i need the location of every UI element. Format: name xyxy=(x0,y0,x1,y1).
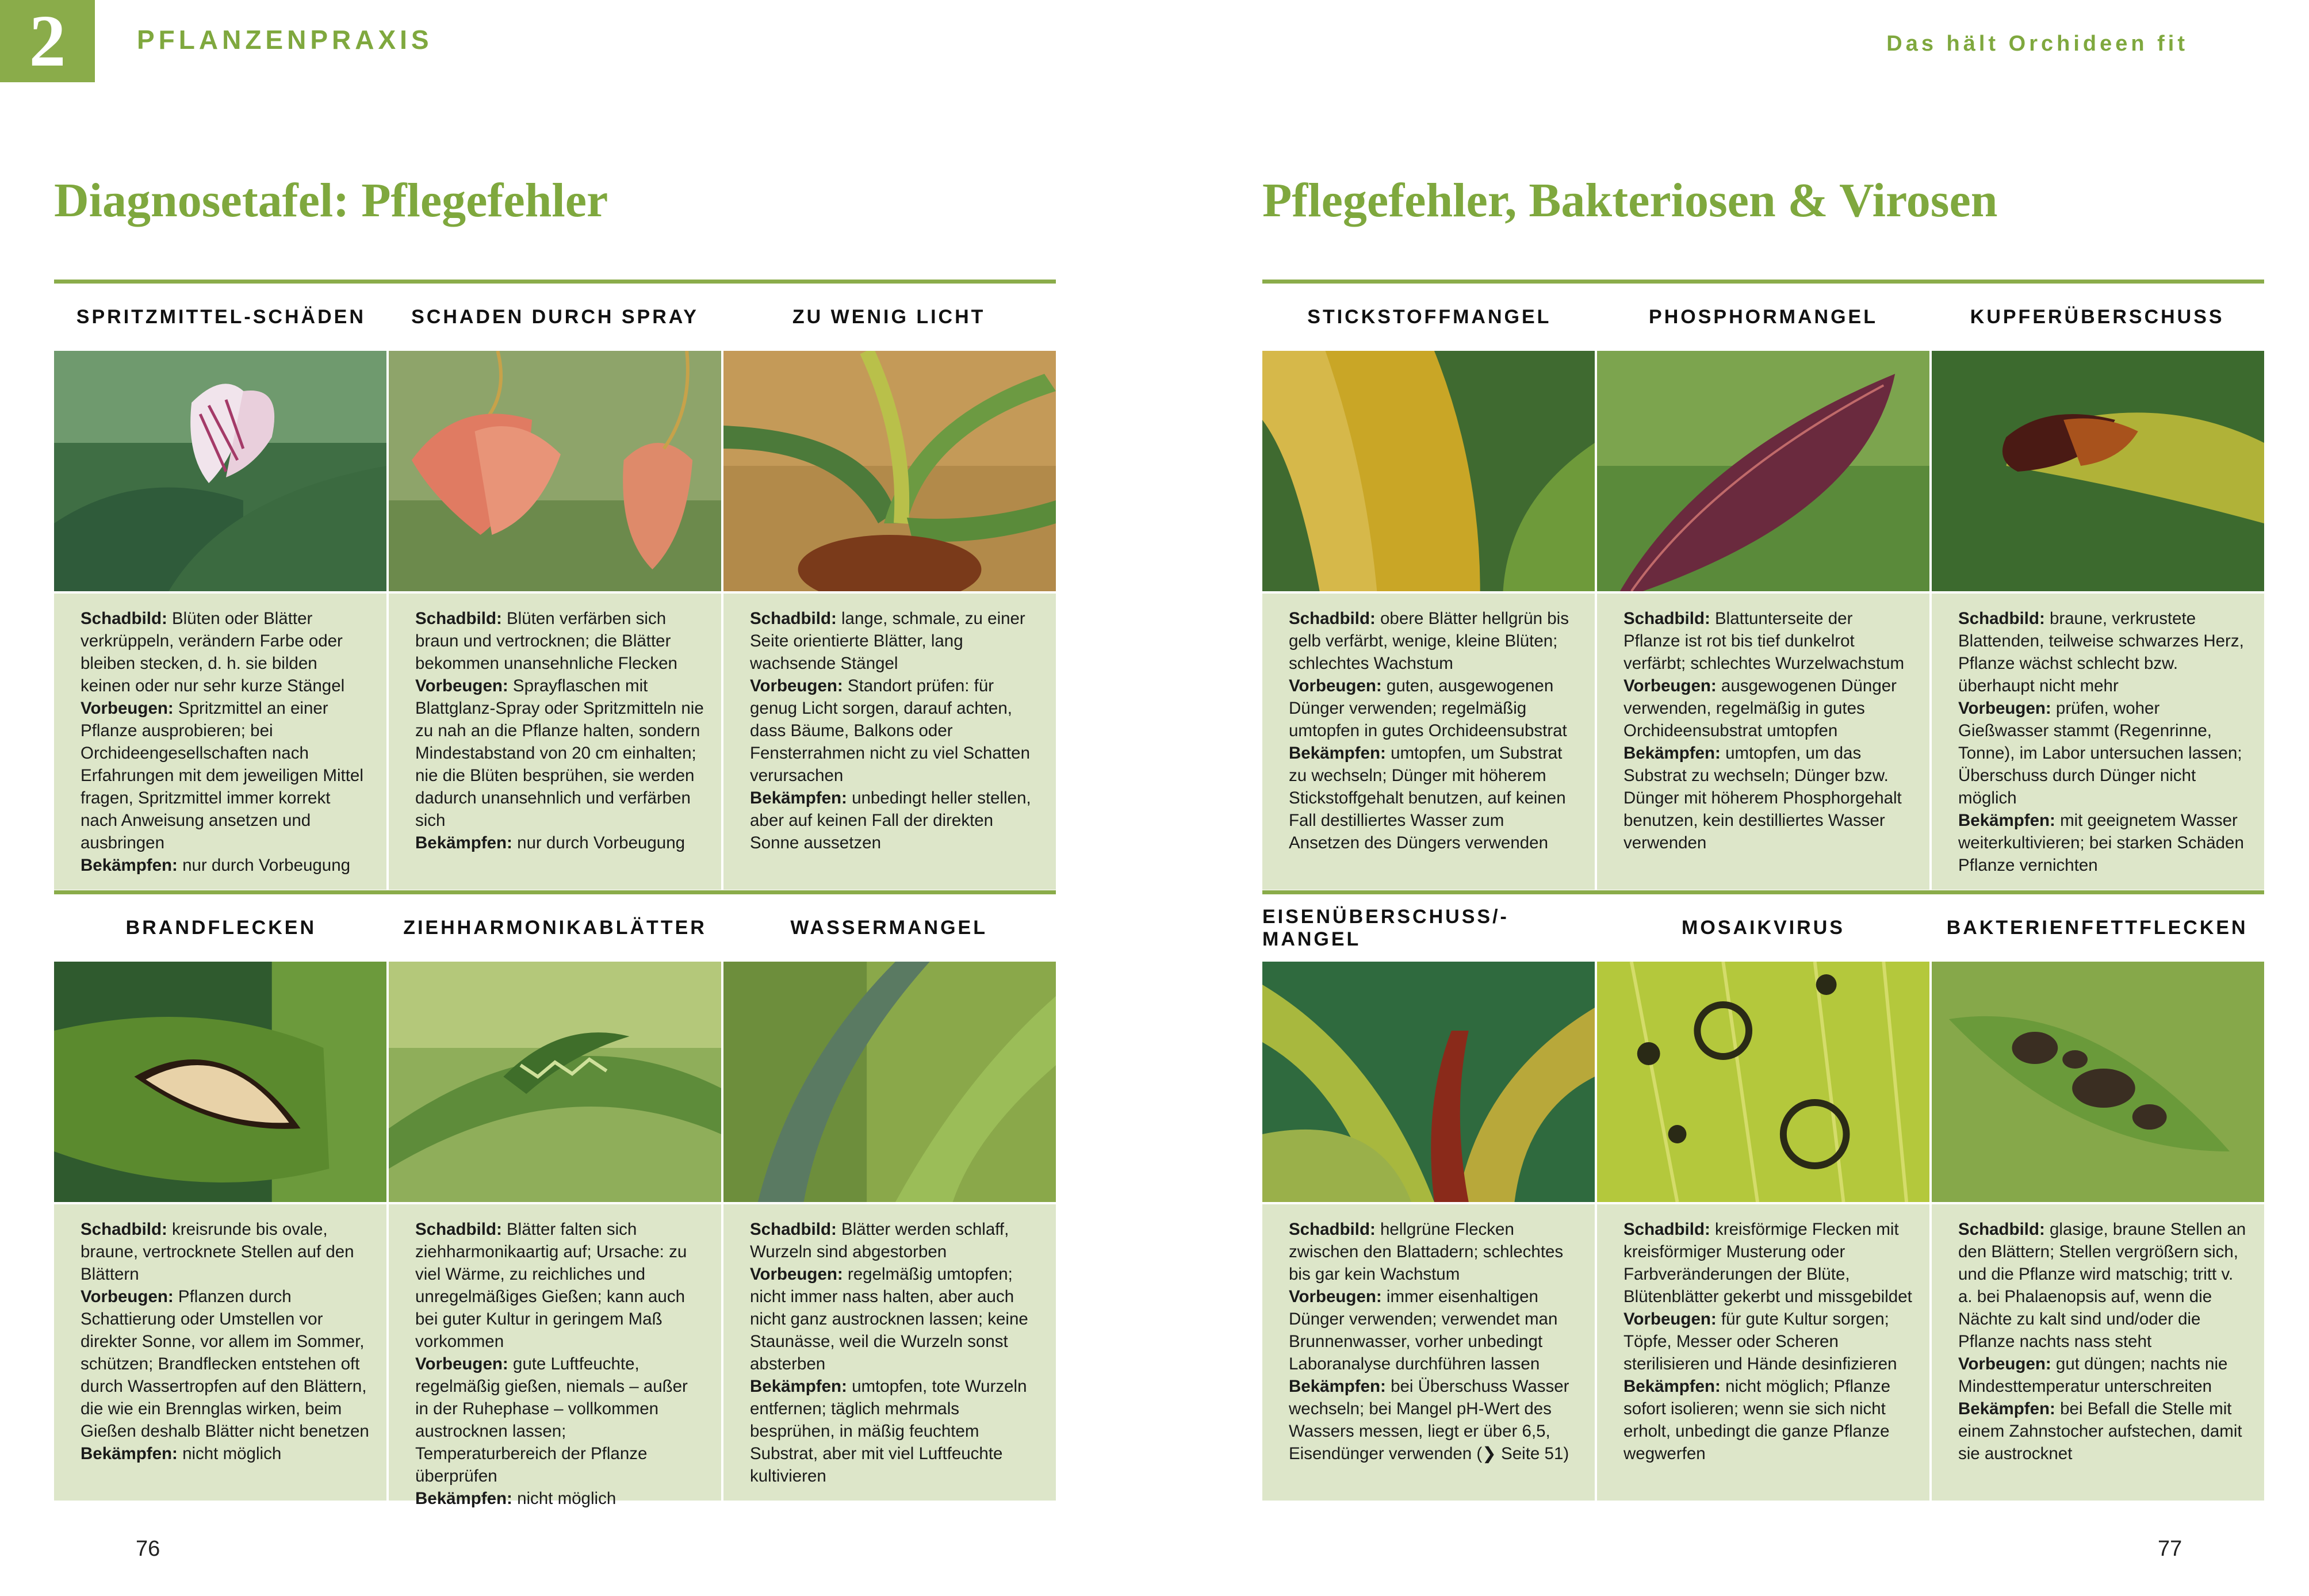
diagnosis-card-text: Schadbild: kreisförmige Flecken mit kreisförmiger Musterung oder Farbveränderungen der Blüte, Blütenblätter gekerbt und missgebildet Vorbeugen: für gute Kultur sorgen; Töpfe, Messer oder Scheren sterilisieren und Hände desinfizieren Bekämpfen: nicht möglich; Pflanze sofort isolieren; wenn sie sich nicht erholt, unbedingt die ganze Pflanze wegwerfen xyxy=(1597,1204,1929,1501)
diagnosis-card-text: Schadbild: Blattunterseite der Pflanze ist rot bis tief dunkelrot verfärbt; schlechtes Wurzelwachstum Vorbeugen: ausgewogenen Dünger verwenden, regelmäßig in gutes Orchideensubstrat umtopfen Bekämpfen: umtopfen, um das Substrat zu wechseln; Dünger bzw. Dünger mit höherem Phosphorgehalt benutzen, kein destilliertes Wasser verwenden xyxy=(1597,594,1929,890)
left-diagnosis-row-2 xyxy=(54,890,1056,1508)
orchid-long-stems-photo xyxy=(723,351,1056,591)
card-title: MOSAIKVIRUS xyxy=(1682,917,1845,939)
right-diagnosis-row-2 xyxy=(1262,890,2264,1501)
page-number-right: 77 xyxy=(2158,1537,2182,1561)
section-rule xyxy=(1262,280,2264,284)
diagnosis-card-text: Schadbild: Blüten verfärben sich braun und vertrocknen; die Blätter bekommen unansehnliche Flecken Vorbeugen: Sprayflaschen mit Blattglanz-Spray oder Spritzmitteln nie zu nah an die Pflanze halten, sondern Mindestabstand von 20 cm einhalten; nie die Blüten besprühen, sie werden dadurch unansehnlich und verfärben sich Bekämpfen: nur durch Vorbeugung xyxy=(389,594,721,890)
card-title: SPRITZMITTEL-SCHÄDEN xyxy=(76,306,366,328)
section-title: PFLANZENPRAXIS xyxy=(137,25,433,55)
diagnosis-card-text: Schadbild: kreisrunde bis ovale, braune, vertrocknete Stellen auf den Blättern Vorbeugen: Pflanzen durch Schattierung oder Umstellen vor direkter Sonne, vor allem im Sommer, schützen; Brandflecken entstehen oft durch Wassertropfen auf den Blättern, die wie ein Brennglas wirken, beim Gießen deshalb Blätter nicht benetzen Bekämpfen: nicht möglich xyxy=(54,1204,386,1501)
card-title: ZIEHHARMONIKABLÄTTER xyxy=(403,917,707,939)
running-head: Das hält Orchideen fit xyxy=(1886,32,2188,56)
diagnosis-card-text: Schadbild: braune, verkrustete Blattenden, teilweise schwarzes Herz, Pflanze wächst schlecht bzw. überhaupt nicht mehr Vorbeugen: prüfen, woher Gießwasser stammt (Regenrinne, Tonne), im Labor untersuchen lassen; Überschuss durch Dünger nicht möglich Bekämpfen: mit geeignetem Wasser weiterkultivieren; bei starken Schäden Pflanze vernichten xyxy=(1932,594,2264,890)
diagnosis-card-text: Schadbild: hellgrüne Flecken zwischen den Blattadern; schlechtes bis gar kein Wachstum Vorbeugen: immer eisenhaltigen Dünger verwenden; verwendet man Brunnenwasser, vorher unbedingt Laboranalyse durchführen lassen Bekämpfen: bei Überschuss Wasser wechseln; bei Mangel pH-Wert des Wassers messen, liegt er über 6,5, Eisendünger verwenden (❯ Seite 51) xyxy=(1262,1204,1595,1501)
diagnosis-card-text: Schadbild: Blüten oder Blätter verkrüppeln, verändern Farbe oder bleiben stecken, d. h. sie bilden keinen oder nur sehr kurze Stängel Vorbeugen: Spritzmittel an einer Pflanze ausprobieren; bei Orchideengesellschaften nach Erfahrungen mit dem jeweiligen Mittel fragen, Spritzmittel immer korrekt nach Anweisung ansetzen und ausbringen Bekämpfen: nur durch Vorbeugung xyxy=(54,594,386,890)
leaf-mosaic-spots-photo xyxy=(1597,962,1929,1202)
leaf-burn-spot-photo xyxy=(54,962,386,1202)
diagnosis-card-text: Schadbild: Blätter werden schlaff, Wurzeln sind abgestorben Vorbeugen: regelmäßig umtopfen; nicht immer nass halten, aber auch nicht ganz austrocknen lassen; keine Staunässe, weil die Wurzeln sonst absterben Bekämpfen: umtopfen, tote Wurzeln entfernen; täglich mehrmals besprühen, in mäßig feuchtem Substrat, aber mit viel Luftfeuchte kultivieren xyxy=(723,1204,1056,1501)
card-title: EISENÜBERSCHUSS/-MANGEL xyxy=(1262,905,1509,950)
card-title: BRANDFLECKEN xyxy=(125,917,316,939)
card-title: WASSERMANGEL xyxy=(790,917,988,939)
leaf-dark-blotches-photo xyxy=(1932,962,2264,1202)
diagnosis-card-text: Schadbild: lange, schmale, zu einer Seite orientierte Blätter, lang wachsende Stängel Vorbeugen: Standort prüfen: für genug Licht sorgen, darauf achten, dass Bäume, Balkons oder Fensterrahmen nicht zu viel Schatten verursachen Bekämpfen: unbedingt heller stellen, aber auf keinen Fall der direkten Sonne aussetzen xyxy=(723,594,1056,890)
yellow-green-leaves-photo xyxy=(1262,962,1595,1202)
card-title: KUPFERÜBERSCHUSS xyxy=(1970,306,2224,328)
card-title: SCHADEN DURCH SPRAY xyxy=(411,306,699,328)
page-number-left: 76 xyxy=(136,1537,160,1561)
leaf-accordion-fold-photo xyxy=(389,962,721,1202)
purple-leaf-photo xyxy=(1597,351,1929,591)
diagnosis-card-text: Schadbild: Blätter falten sich ziehharmonikaartig auf; Ursache: zu viel Wärme, zu reichliches und unregelmäßiges Gießen; kann auch bei guter Kultur in geringem Maß vorkommen Vorbeugen: gute Luftfeuchte, regelmäßig gießen, niemals – außer in der Ruhephase – vollkommen austrocknen lassen; Temperaturbereich der Pflanze überprüfen Bekämpfen: nicht möglich xyxy=(389,1204,721,1501)
yellow-leaf-photo xyxy=(1262,351,1595,591)
diagnosis-card-text: Schadbild: glasige, braune Stellen an den Blättern; Stellen vergrößern sich, und die Pflanze wird matschig; tritt v. a. bei Phalaenopsis auf, wenn die Nächte zu kalt sind und/oder die Pflanze nachts nass steht Vorbeugen: gut düngen; nachts nie Mindesttemperatur unterschreiten Bekämpfen: bei Befall die Stelle mit einem Zahnstocher aufstechen, damit sie austrocknet xyxy=(1932,1204,2264,1501)
chapter-number-badge: 2 xyxy=(0,0,95,82)
card-title: BAKTERIENFETTFLECKEN xyxy=(1946,917,2248,939)
diagnosis-card-text: Schadbild: obere Blätter hellgrün bis gelb verfärbt, wenige, kleine Blüten; schlechtes Wachstum Vorbeugen: guten, ausgewogenen Dünger verwenden; regelmäßig umtopfen in gutes Orchideensubstrat Bekämpfen: umtopfen, um Substrat zu wechseln; Dünger mit höherem Stickstoffgehalt benutzen, auf keinen Fall destilliertes Wasser zum Ansetzen des Düngers verwenden xyxy=(1262,594,1595,890)
left-page-heading: Diagnosetafel: Pflegefehler xyxy=(54,174,608,227)
section-rule xyxy=(1262,890,2264,894)
section-rule xyxy=(54,280,1056,284)
section-rule xyxy=(54,890,1056,894)
right-page-heading: Pflegefehler, Bakteriosen & Virosen xyxy=(1262,174,1998,227)
leaf-brown-tip-photo xyxy=(1932,351,2264,591)
leaf-limp-photo xyxy=(723,962,1056,1202)
right-diagnosis-row-1 xyxy=(1262,280,2264,890)
card-title: PHOSPHORMANGEL xyxy=(1649,306,1878,328)
left-diagnosis-row-1 xyxy=(54,280,1056,890)
orchid-flower-salmon-bell-photo xyxy=(389,351,721,591)
orchid-flower-white-pink-striped-photo xyxy=(54,351,386,591)
card-title: STICKSTOFFMANGEL xyxy=(1307,306,1552,328)
card-title: ZU WENIG LICHT xyxy=(792,306,986,328)
